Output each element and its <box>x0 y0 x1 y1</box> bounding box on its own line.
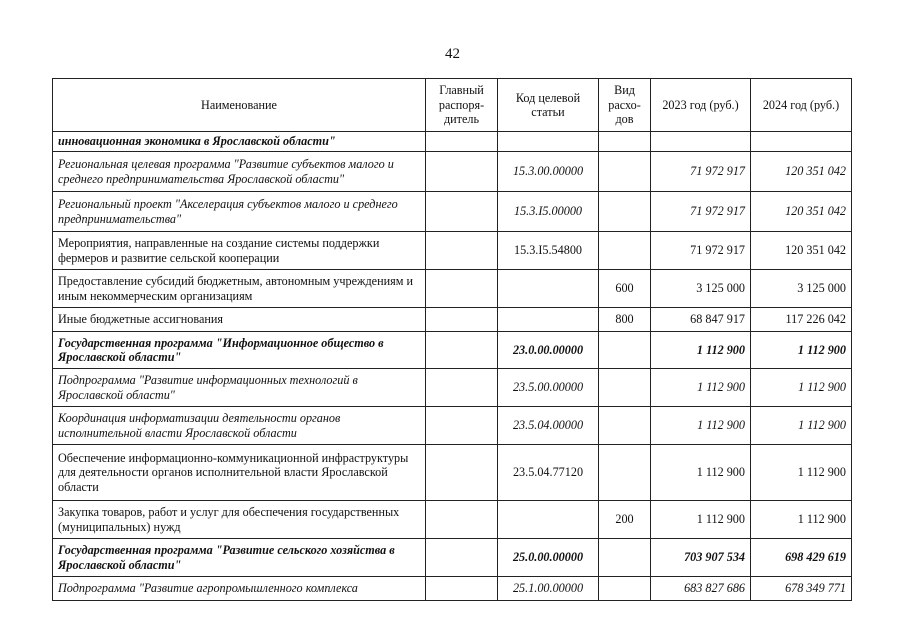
header-name: Наименование <box>53 79 426 132</box>
row-amount-2024: 1 112 900 <box>751 369 852 407</box>
row-amount-2023: 1 112 900 <box>651 501 751 539</box>
row-amount-2023: 71 972 917 <box>651 232 751 270</box>
table-row <box>53 132 852 152</box>
row-target-code: 23.5.04.00000 <box>498 407 599 445</box>
row-expense-type <box>599 332 651 369</box>
row-amount-2023: 1 112 900 <box>651 332 751 369</box>
row-name: Мероприятия, направленные на создание системы поддержки фермеров и развитие сельской кооперации <box>53 232 426 270</box>
table-row <box>53 369 852 407</box>
row-expense-type <box>599 192 651 232</box>
row-name: Обеспечение информационно-коммуникационной инфраструктуры для деятельности органов исполнительной власти Ярославской области <box>53 445 426 501</box>
row-expense-type <box>599 232 651 270</box>
row-amount-2024: 1 112 900 <box>751 445 852 501</box>
header-row <box>53 79 852 132</box>
row-expense-type: 200 <box>599 501 651 539</box>
row-amount-2023: 3 125 000 <box>651 270 751 308</box>
row-amount-2024: 1 112 900 <box>751 501 852 539</box>
row-main-manager <box>426 132 498 152</box>
row-amount-2023: 1 112 900 <box>651 445 751 501</box>
table-row <box>53 192 852 232</box>
row-target-code: 15.3.I5.54800 <box>498 232 599 270</box>
table-row <box>53 407 852 445</box>
row-main-manager <box>426 332 498 369</box>
row-expense-type <box>599 132 651 152</box>
row-amount-2024: 120 351 042 <box>751 152 852 192</box>
row-name: Иные бюджетные ассигнования <box>53 308 426 332</box>
row-expense-type <box>599 152 651 192</box>
row-amount-2023 <box>651 132 751 152</box>
row-name: Государственная программа "Развитие сельского хозяйства в Ярославской области" <box>53 539 426 577</box>
row-main-manager <box>426 369 498 407</box>
row-target-code: 23.5.00.00000 <box>498 369 599 407</box>
header-year-2023: 2023 год (руб.) <box>651 79 751 132</box>
row-name: Подпрограмма "Развитие информационных технологий в Ярославской области" <box>53 369 426 407</box>
page-number: 42 <box>445 46 460 62</box>
row-target-code: 15.3.00.00000 <box>498 152 599 192</box>
row-main-manager <box>426 270 498 308</box>
row-amount-2024: 678 349 771 <box>751 577 852 601</box>
table-row <box>53 539 852 577</box>
row-amount-2024: 120 351 042 <box>751 232 852 270</box>
table-row <box>53 152 852 192</box>
row-expense-type <box>599 445 651 501</box>
row-amount-2023: 71 972 917 <box>651 192 751 232</box>
row-target-code: 23.0.00.00000 <box>498 332 599 369</box>
row-name: Региональная целевая программа "Развитие субъектов малого и среднего предпринимательства Ярославской области" <box>53 152 426 192</box>
row-name: Подпрограмма "Развитие агропромышленного комплекса <box>53 577 426 601</box>
header-target-code: Код целевой статьи <box>498 79 599 132</box>
row-expense-type: 800 <box>599 308 651 332</box>
row-expense-type <box>599 369 651 407</box>
row-main-manager <box>426 152 498 192</box>
row-amount-2024 <box>751 132 852 152</box>
row-expense-type <box>599 407 651 445</box>
row-main-manager <box>426 192 498 232</box>
row-amount-2024: 1 112 900 <box>751 407 852 445</box>
table-body <box>53 132 852 601</box>
header-main-manager: Главный распоря-дитель <box>426 79 498 132</box>
row-expense-type <box>599 539 651 577</box>
row-target-code <box>498 501 599 539</box>
row-target-code <box>498 308 599 332</box>
row-target-code <box>498 270 599 308</box>
row-name: Координация информатизации деятельности органов исполнительной власти Ярославской области <box>53 407 426 445</box>
table-row <box>53 577 852 601</box>
table-row <box>53 308 852 332</box>
row-target-code: 25.1.00.00000 <box>498 577 599 601</box>
row-name: инновационная экономика в Ярославской области" <box>53 132 426 152</box>
row-name: Государственная программа "Информационное общество в Ярославской области" <box>53 332 426 369</box>
row-main-manager <box>426 577 498 601</box>
row-amount-2024: 120 351 042 <box>751 192 852 232</box>
row-main-manager <box>426 501 498 539</box>
budget-table <box>52 78 852 601</box>
table-row <box>53 232 852 270</box>
row-main-manager <box>426 445 498 501</box>
row-amount-2024: 1 112 900 <box>751 332 852 369</box>
table-header <box>53 79 852 132</box>
row-main-manager <box>426 407 498 445</box>
row-amount-2024: 3 125 000 <box>751 270 852 308</box>
row-expense-type <box>599 577 651 601</box>
row-amount-2023: 1 112 900 <box>651 369 751 407</box>
row-amount-2023: 1 112 900 <box>651 407 751 445</box>
header-expense-type: Вид расхо-дов <box>599 79 651 132</box>
header-year-2024: 2024 год (руб.) <box>751 79 852 132</box>
row-target-code: 25.0.00.00000 <box>498 539 599 577</box>
row-amount-2023: 683 827 686 <box>651 577 751 601</box>
table-row <box>53 445 852 501</box>
table-row <box>53 332 852 369</box>
table-row <box>53 270 852 308</box>
row-amount-2023: 68 847 917 <box>651 308 751 332</box>
row-amount-2023: 703 907 534 <box>651 539 751 577</box>
row-main-manager <box>426 539 498 577</box>
row-target-code: 15.3.I5.00000 <box>498 192 599 232</box>
row-target-code <box>498 132 599 152</box>
row-amount-2024: 117 226 042 <box>751 308 852 332</box>
row-amount-2024: 698 429 619 <box>751 539 852 577</box>
row-name: Предоставление субсидий бюджетным, автономным учреждениям и иным некоммерческим организациям <box>53 270 426 308</box>
row-main-manager <box>426 308 498 332</box>
row-main-manager <box>426 232 498 270</box>
row-expense-type: 600 <box>599 270 651 308</box>
table-row <box>53 501 852 539</box>
row-amount-2023: 71 972 917 <box>651 152 751 192</box>
row-name: Региональный проект "Акселерация субъектов малого и среднего предпринимательства" <box>53 192 426 232</box>
row-name: Закупка товаров, работ и услуг для обеспечения государственных (муниципальных) нужд <box>53 501 426 539</box>
row-target-code: 23.5.04.77120 <box>498 445 599 501</box>
